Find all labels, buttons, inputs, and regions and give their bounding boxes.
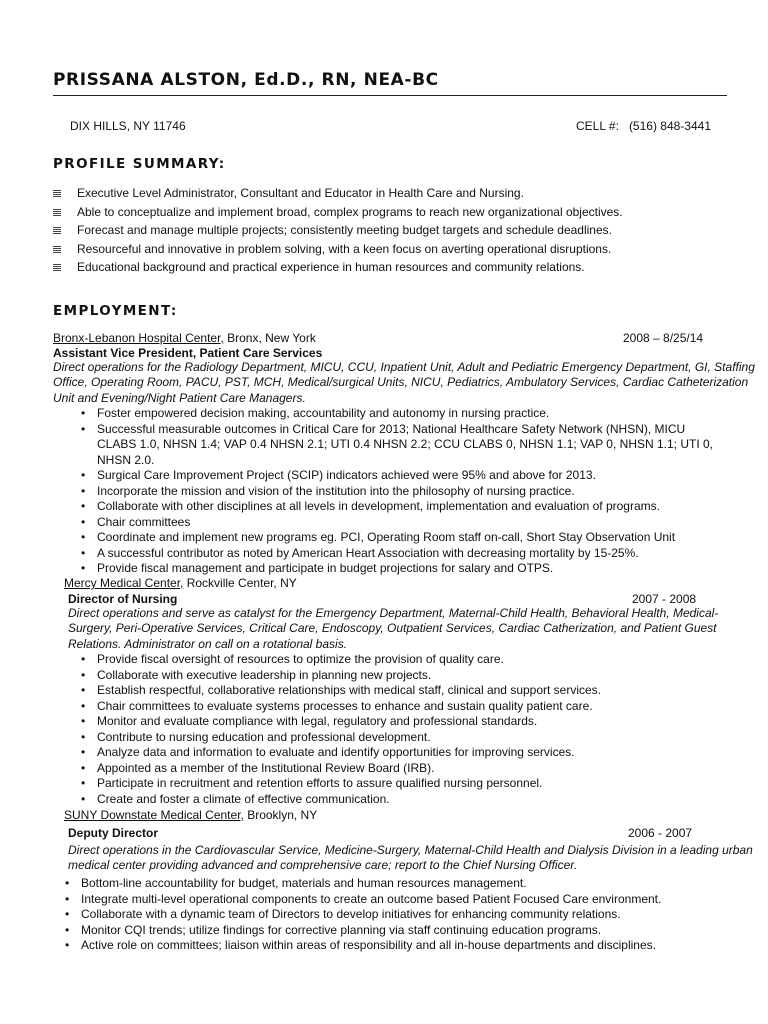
list-item: • Contribute to nursing education and professional development. xyxy=(81,729,431,744)
bullet-icon: • xyxy=(81,698,86,713)
list-item: • Surgical Care Improvement Project (SCIP) indicators achieved were 95% and above for 2013. xyxy=(81,468,596,482)
job-title: Director of Nursing xyxy=(68,592,178,606)
list-item: • Provide fiscal oversight of resources to optimize the provision of quality care. xyxy=(81,652,504,666)
list-item: • Analyze data and information to evaluate and identify opportunities for improving services. xyxy=(81,745,575,759)
bullet-icon xyxy=(53,190,61,198)
job-bullets xyxy=(77,652,727,807)
profile-summary-heading: PROFILE SUMMARY: xyxy=(53,156,226,172)
list-item: • Coordinate and implement new programs eg. PCI, Operating Room staff on-call, Short Stay Observation Unit xyxy=(81,530,676,544)
list-item: • Integrate multi-level operational components to create an outcome based Patient Focused Care environment. xyxy=(65,891,662,906)
bullet-icon: • xyxy=(81,745,86,759)
list-item: Educational background and practical experience in human resources and community relations. xyxy=(53,260,753,279)
list-item: • Collaborate with executive leadership in planning new projects. xyxy=(81,667,432,682)
job-title: Assistant Vice President, Patient Care Services xyxy=(53,346,323,360)
employer-location: Bronx, New York xyxy=(223,331,316,345)
list-item: Resourceful and innovative in problem solving, with a keen focus on averting operational disruptions. xyxy=(53,242,753,261)
employer-line xyxy=(64,576,297,591)
list-item: • Foster empowered decision making, accountability and autonomy in nursing practice. xyxy=(81,406,550,420)
cell-label: CELL #: xyxy=(576,119,619,133)
employer-location: Rockville Center, NY xyxy=(183,576,297,590)
list-item: • Successful measurable outcomes in Critical Care for 2013; National Healthcare Safety Network (NHSN), MICU CLABS 1.0, NHSN 1.4; VAP 0.4 NHSN 2.1; UTI 0.4 NHSN 2.2; CCU CLABS 0, NHSN 1.1; VAP 0, NHSN 1.1; UTI 0, NHSN 2.0. xyxy=(81,421,714,467)
list-item: • Monitor and evaluate compliance with legal, regulatory and professional standards. xyxy=(81,714,538,728)
bullet-icon: • xyxy=(81,791,86,806)
bullet-icon: • xyxy=(81,499,86,513)
list-item: Forecast and manage multiple projects; consistently meeting budget targets and schedule deadlines. xyxy=(53,223,753,242)
job-description: Direct operations and serve as catalyst for the Emergency Department, Maternal-Child Health, Behavioral Health, Medical-Surgery, Peri-Operative Services, Critical Care, Endoscopy, Outpatient Services, Cardiac Catherization, and Patient Guest Relations. Administrator on call on a rotational basis. xyxy=(68,606,719,651)
bullet-icon: • xyxy=(65,876,70,890)
list-item: • A successful contributor as noted by American Heart Association with decreasing mortality by 15-25%. xyxy=(81,545,639,560)
bullet-icon: • xyxy=(81,530,86,544)
bullet-icon: • xyxy=(81,561,86,575)
list-item: • Active role on committees; liaison within areas of responsibility and all in-house departments and disciplines. xyxy=(65,938,656,952)
list-item: • Monitor CQI trends; utilize findings for corrective planning via staff continuing education programs. xyxy=(65,922,602,937)
list-item: • Chair committees to evaluate systems processes to enhance and sustain quality patient care. xyxy=(81,698,593,713)
cell-number: (516) 848-3441 xyxy=(628,119,711,133)
bullet-icon: • xyxy=(65,938,70,952)
employer-name: SUNY Downstate Medical Center, xyxy=(64,808,244,822)
bullet-icon: • xyxy=(65,907,70,921)
list-item: • Establish respectful, collaborative relationships with medical staff, clinical and support services. xyxy=(81,683,602,697)
list-item: • Participate in recruitment and retention efforts to assure qualified nursing personnel. xyxy=(81,776,543,790)
bullet-icon: • xyxy=(65,922,70,937)
cell-phone xyxy=(576,119,711,133)
bullet-icon xyxy=(53,209,61,217)
bullet-icon xyxy=(53,264,61,272)
bullet-icon: • xyxy=(81,760,86,775)
header-rule xyxy=(53,95,727,96)
job-dates: 2008 – 8/25/14 xyxy=(623,331,704,345)
bullet-icon: • xyxy=(81,468,86,482)
job-description: Direct operations in the Cardiovascular Service, Medicine-Surgery, Maternal-Child Health and Dialysis Division in a leading urban medical center providing advanced and comprehensive care; report to the Chief Nursing Officer. xyxy=(68,843,753,873)
bullet-icon xyxy=(53,227,61,235)
bullet-icon: • xyxy=(81,776,86,790)
candidate-name: PRISSANA ALSTON, Ed.D., RN, NEA-BC xyxy=(53,70,439,90)
list-item: • Chair committees xyxy=(81,514,191,529)
list-item: Able to conceptualize and implement broad, complex programs to reach new organizational objectives. xyxy=(53,205,753,224)
employer-location: Brooklyn, NY xyxy=(243,808,318,822)
list-item: • Collaborate with other disciplines at all levels in development, implementation and evaluation of programs. xyxy=(81,499,660,513)
bullet-icon: • xyxy=(81,514,86,529)
bullet-icon: • xyxy=(81,729,86,744)
employer-line xyxy=(64,808,317,823)
bullet-icon: • xyxy=(81,545,86,560)
job-dates: 2007 - 2008 xyxy=(632,592,697,606)
job-bullets xyxy=(77,406,727,577)
list-item: • Bottom-line accountability for budget, materials and human resources management. xyxy=(65,876,527,890)
bullet-icon: • xyxy=(81,421,86,436)
list-item: Executive Level Administrator, Consultant and Educator in Health Care and Nursing. xyxy=(53,186,753,205)
bullet-icon: • xyxy=(81,406,86,420)
employer-line xyxy=(53,331,316,346)
bullet-icon: • xyxy=(65,891,70,906)
employment-heading: EMPLOYMENT: xyxy=(53,303,178,319)
summary-list xyxy=(53,186,753,279)
list-item: • Provide fiscal management and participate in budget projections for salary and OTPS. xyxy=(81,561,554,575)
list-item: • Create and foster a climate of effective communication. xyxy=(81,791,390,806)
bullet-icon: • xyxy=(81,683,86,697)
list-item: • Collaborate with a dynamic team of Directors to develop initiatives for enhancing community relations. xyxy=(65,907,621,921)
address: DIX HILLS, NY 11746 xyxy=(70,119,186,133)
employer-name: Mercy Medical Center, xyxy=(64,576,184,590)
bullet-icon: • xyxy=(81,667,86,682)
job-title: Deputy Director xyxy=(68,826,159,840)
bullet-icon xyxy=(53,246,61,254)
job-description: Direct operations for the Radiology Department, MICU, CCU, Inpatient Unit, Adult and Pediatric Emergency Department, GI, Staffing Office, Operating Room, PACU, PST, MCH, Medical/surgical Units, NICU, Pediatrics, Ambulatory Services, Cardiac Catheterization Unit and Evening/Night Patient Care Managers. xyxy=(53,360,755,405)
bullet-icon: • xyxy=(81,483,86,498)
employer-name: Bronx-Lebanon Hospital Center, xyxy=(53,331,224,345)
bullet-icon: • xyxy=(81,652,86,666)
list-item: • Incorporate the mission and vision of the institution into the philosophy of nursing practice. xyxy=(81,483,575,498)
job-bullets xyxy=(61,876,741,954)
list-item: • Appointed as a member of the Institutional Review Board (IRB). xyxy=(81,760,435,775)
bullet-icon: • xyxy=(81,714,86,728)
job-dates: 2006 - 2007 xyxy=(628,826,693,840)
